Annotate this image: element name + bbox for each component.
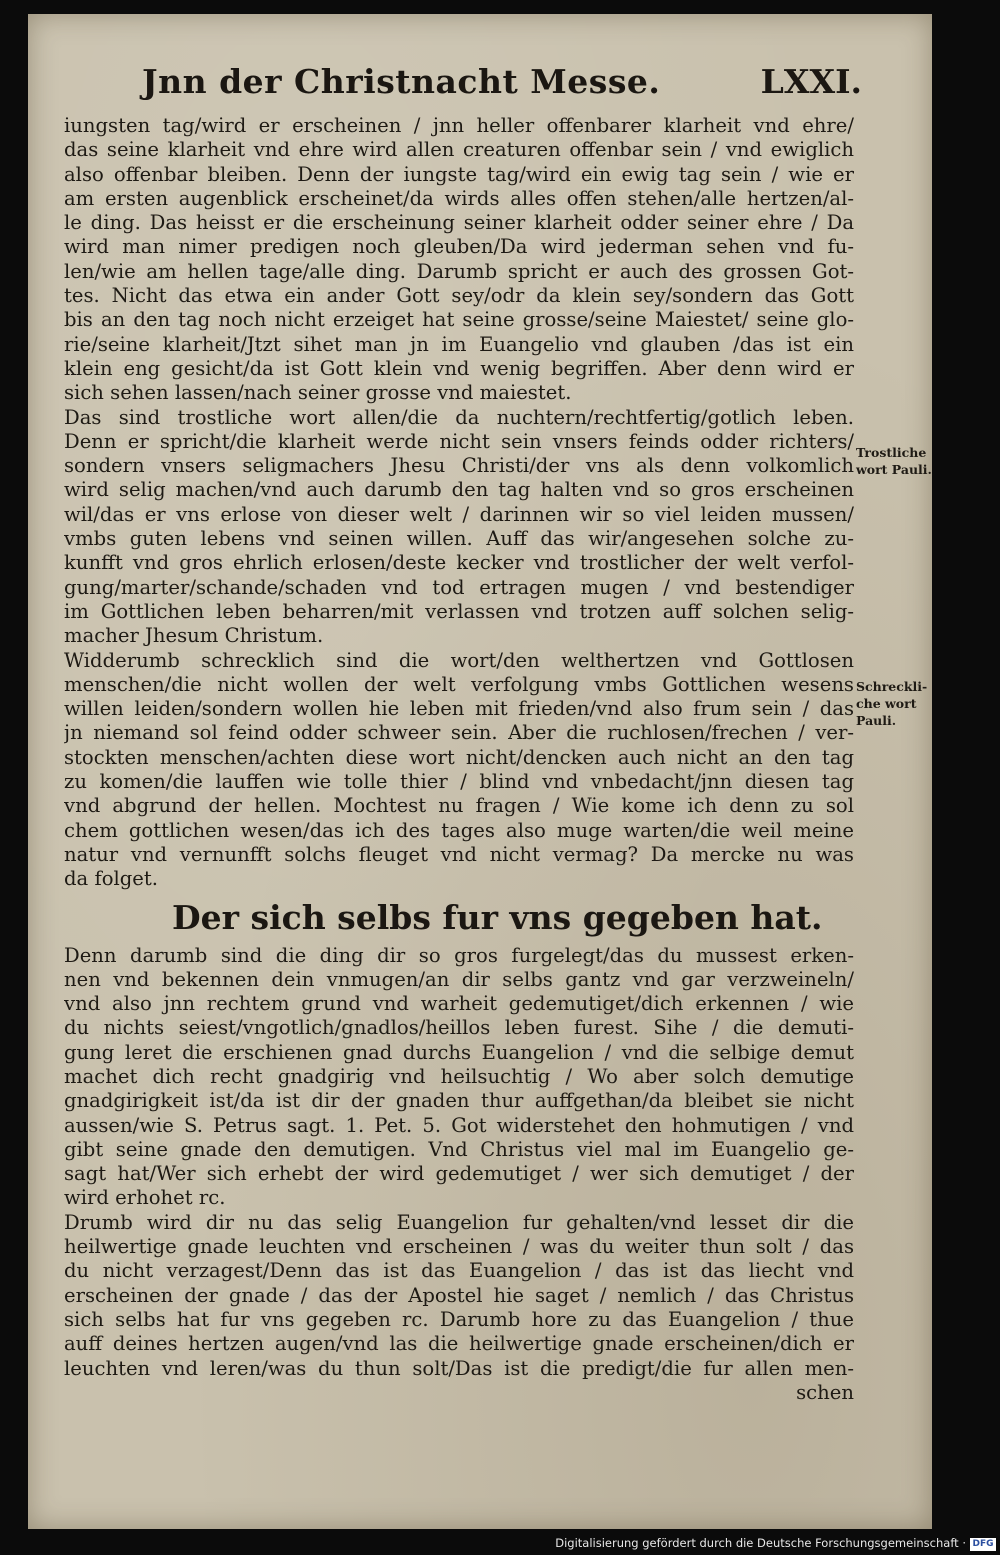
text-block [64, 114, 854, 1405]
text-line: kunfft vnd gros ehrlich erlosen/deste kecker vnd trostlicher der welt verfol- [64, 551, 854, 575]
text-line: sich selbs hat fur vns gegeben rc. Darumb hore zu das Euangelion / thue [64, 1307, 854, 1331]
text-line: wird selig machen/vnd auch darumb den tag halten vnd so gros erscheinen [64, 478, 854, 502]
text-line: bis an den tag noch nicht erzeiget hat seine grosse/seine Maiestet/ seine glo- [64, 308, 854, 332]
text-line: wil/das er vns erlose von dieser welt / darinnen wir so viel leiden mussen/ [64, 502, 854, 526]
text-line: erscheinen der gnade / das der Apostel hie saget / nemlich / das Christus [64, 1283, 854, 1307]
text-line: im Gottlichen leben beharren/mit verlassen vnd trotzen auff solchen selig- [64, 599, 854, 623]
text-line: aussen/wie S. Petrus sagt. 1. Pet. 5. Got widerstehet den hohmutigen / vnd [64, 1113, 854, 1137]
text-line: Das sind trostliche wort allen/die da nuchtern/rechtfertig/gotlich leben. [64, 405, 854, 429]
running-title: Jnn der Christnacht Messe. [142, 62, 661, 101]
marginal-note-2 [856, 678, 927, 729]
text-line: vnd abgrund der hellen. Mochtest nu fragen / Wie kome ich denn zu sol [64, 794, 854, 818]
text-line: natur vnd vernunfft solchs fleuget vnd nicht vermag? Da mercke nu was [64, 842, 854, 866]
text-line: vmbs guten lebens vnd seinen willen. Auff das wir/angesehen solche zu- [64, 527, 854, 551]
text-line: gung/marter/schande/schaden vnd tod ertragen mugen / vnd bestendiger [64, 575, 854, 599]
text-line: Drumb wird dir nu das selig Euangelion fur gehalten/vnd lesset dir die [64, 1210, 854, 1234]
text-line: also offenbar bleiben. Denn der iungste tag/wird ein ewig tag sein / wie er [64, 162, 854, 186]
text-line: gibt seine gnade den demutigen. Vnd Christus viel mal im Euangelio ge- [64, 1137, 854, 1161]
text-line: jn niemand sol feind odder schweer sein. Aber die ruchlosen/frechen / ver- [64, 721, 854, 745]
dfg-logo: DFG [970, 1538, 996, 1551]
text-line: sondern vnsers seligmachers Jhesu Christi/der vns als denn volkomlich [64, 454, 854, 478]
folio-number: LXXI. [760, 62, 862, 101]
marginal-note-line: wort Pauli. [856, 462, 932, 477]
text-line: sagt hat/Wer sich erhebt der wird gedemutiget / wer sich demutiget / der [64, 1162, 854, 1186]
paragraph-2 [64, 406, 854, 649]
text-line: nen vnd bekennen dein vnmugen/an dir selbs gantz vnd gar verzweineln/ [64, 967, 854, 991]
text-line: gung leret die erschienen gnad durchs Euangelion / vnd die selbige demut [64, 1040, 854, 1064]
page-header [142, 62, 862, 108]
paragraph-3 [64, 649, 854, 892]
footer-bar [0, 1536, 1000, 1555]
text-line: leuchten vnd leren/was du thun solt/Das ist die predigt/die fur allen men- [64, 1356, 854, 1380]
text-line: gnadgirigkeit ist/da ist dir der gnaden thur auffgethan/da bleibet sie nicht [64, 1089, 854, 1113]
text-line: wird man nimer predigen noch gleuben/Da wird jederman sehen vnd fu- [64, 235, 854, 259]
text-line: am ersten augenblick erscheinet/da wirds alles offen stehen/alle hertzen/al- [64, 186, 854, 210]
text-line: len/wie am hellen tage/alle ding. Darumb spricht er auch des grossen Got- [64, 259, 854, 283]
text-line: du nicht verzagest/Denn das ist das Euangelion / das ist das liecht vnd [64, 1259, 854, 1283]
text-line: chem gottlichen wesen/das ich des tages also muge warten/die weil meine [64, 818, 854, 842]
text-line: willen leiden/sondern wollen hie leben mit frieden/vnd also frum sein / das [64, 697, 854, 721]
text-line: zu komen/die lauffen wie tolle thier / blind vnd vnbedacht/jnn diesen tag [64, 770, 854, 794]
text-line: machet dich recht gnadgirig vnd heilsuchtig / Wo aber solch demutige [64, 1064, 854, 1088]
marginal-note-line: che wort [856, 696, 917, 711]
text-line: heilwertige gnade leuchten vnd erscheinen / was du weiter thun solt / das [64, 1235, 854, 1259]
text-line: Denn darumb sind die ding dir so gros furgelegt/das du mussest erken- [64, 943, 854, 967]
text-line: tes. Nicht das etwa ein ander Gott sey/odr da klein sey/sondern das Gott [64, 284, 854, 308]
text-line: stockten menschen/achten diese wort nicht/dencken auch nicht an den tag [64, 745, 854, 769]
text-line: iungsten tag/wird er erscheinen / jnn heller offenbarer klarheit vnd ehre/ [64, 114, 854, 137]
paragraph-5 [64, 1211, 854, 1405]
text-line: du nichts seiest/vngotlich/gnadlos/heillos leben furest. Sihe / die demuti- [64, 1016, 854, 1040]
footer-credit: Digitalisierung gefördert durch die Deutsche Forschungsgemeinschaft · [555, 1536, 966, 1550]
marginal-note-1 [856, 444, 932, 478]
text-line: Widderumb schrecklich sind die wort/den welthertzen vnd Gottlosen [64, 648, 854, 672]
text-line: vnd also jnn rechtem grund vnd warheit gedemutiget/dich erkennen / wie [64, 992, 854, 1016]
marginal-note-line: Schreckli- [856, 679, 928, 694]
paragraph-1 [64, 114, 854, 406]
marginal-note-line: Trostliche [856, 445, 927, 460]
text-line: auff deines hertzen augen/vnd las die heilwertige gnade erscheinen/dich er [64, 1332, 854, 1356]
text-line: da folget. [64, 867, 159, 891]
text-line: le ding. Das heisst er die erscheinung seiner klarheit odder seiner ehre / Da [64, 211, 854, 235]
text-line: wird erhohet rc. [64, 1186, 226, 1210]
text-line: Denn er spricht/die klarheit werde nicht sein vnsers feinds odder richters/ [64, 429, 854, 453]
text-line: klein eng gesicht/da ist Gott klein vnd wenig begriffen. Aber denn wird er [64, 356, 854, 380]
text-line: macher Jhesum Christum. [64, 624, 324, 648]
text-line: das seine klarheit vnd ehre wird allen creaturen offenbar sein / vnd ewiglich [64, 138, 854, 162]
text-line: menschen/die nicht wollen der welt verfolgung vmbs Gottlichen wesens [64, 672, 854, 696]
book-page [28, 14, 932, 1529]
text-line: sich sehen lassen/nach seiner grosse vnd maiestet. [64, 381, 572, 405]
marginal-note-line: Pauli. [856, 713, 897, 728]
paragraph-4 [64, 944, 854, 1211]
section-heading: Der sich selbs fur vns gegeben hat. [172, 897, 823, 937]
text-line: rie/seine klarheit/Jtzt sihet man jn im Euangelio vnd glauben /das ist ein [64, 332, 854, 356]
catchword: schen [796, 1380, 854, 1404]
